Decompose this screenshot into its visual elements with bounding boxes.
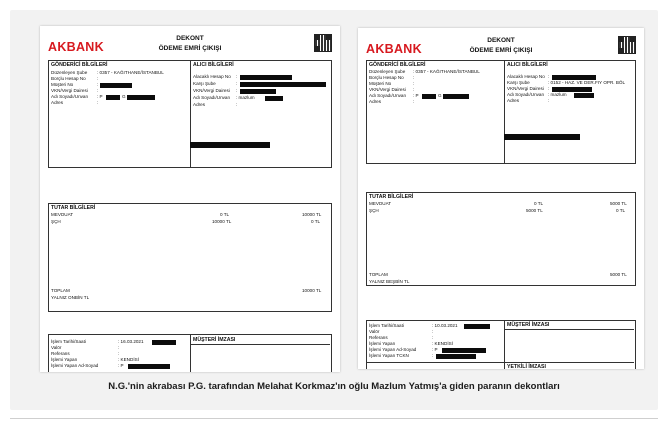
sender-label: Borçlu Hesap No xyxy=(369,75,404,80)
signature-underline xyxy=(190,344,330,345)
receiver-label: Adı Soyadı/Unvan xyxy=(193,95,231,100)
sender-name-suffix: G xyxy=(122,94,126,99)
footer-value: : KENDİSİ xyxy=(432,341,453,346)
redaction-bar xyxy=(422,94,436,99)
footer-label: İşlemi Yapan TCKN xyxy=(369,353,409,358)
receipt-subtitle: ÖDEME EMRİ ÇIKIŞI xyxy=(469,47,533,54)
footer-label: Valör xyxy=(369,329,380,334)
footer-label: Valör xyxy=(51,345,62,350)
footer-value: : xyxy=(118,345,120,350)
sender-value: : xyxy=(97,82,99,87)
receiver-heading: ALICI BİLGİLERİ xyxy=(507,62,548,68)
amount-row-mid: 5000 TL xyxy=(526,208,543,213)
receiver-value: : xyxy=(236,88,238,93)
redaction-bar xyxy=(128,364,170,369)
section-divider xyxy=(366,362,634,363)
authorized-signature-label: YETKİLİ İMZASI xyxy=(507,364,546,369)
amount-in-words: YALNIZ ONBİN TL xyxy=(51,295,90,300)
footer-value: : xyxy=(432,335,434,340)
sender-name-suffix: G xyxy=(438,93,442,98)
receiver-label: Adres xyxy=(193,102,206,107)
footer-value: : 16.03.2021 xyxy=(118,339,144,344)
amount-row-right: 0 TL xyxy=(616,208,626,213)
receiver-value: : xyxy=(548,74,550,79)
redaction-bar xyxy=(464,324,490,329)
bank-logo: AKBANK xyxy=(366,42,422,56)
image-caption: N.G.'nin akrabası P.G. tarafından Melahat Korkmaz'ın oğlu Mazlum Yatmış'a giden paranın dekontları xyxy=(108,381,560,392)
amount-row-right: 0 TL xyxy=(311,219,321,224)
amount-row-mid: 0 TL xyxy=(534,201,544,206)
amount-row-right: 10000 TL xyxy=(302,212,322,217)
sender-label: Adres xyxy=(369,99,382,104)
signature-underline xyxy=(504,329,634,330)
receiver-value: : xyxy=(548,86,550,91)
receiver-label: Karşı Şube xyxy=(193,81,216,86)
receipt-title: DEKONT xyxy=(176,35,204,42)
sender-value: : xyxy=(413,87,415,92)
receipt-header xyxy=(48,32,332,58)
column-divider xyxy=(190,334,191,372)
sender-label: Borçlu Hesap No xyxy=(51,76,86,81)
receipt-document-1 xyxy=(40,26,340,372)
redaction-bar xyxy=(240,89,276,94)
footer-value: : P xyxy=(432,347,438,352)
redaction-bar xyxy=(240,75,292,80)
sender-value: : xyxy=(97,76,99,81)
redaction-bar xyxy=(443,94,469,99)
amount-row-right: 5000 TL xyxy=(610,201,627,206)
receipt-header xyxy=(366,34,636,60)
sender-value: : 0357 - KAĞITHANE/İSTANBUL xyxy=(413,69,480,74)
sender-label: Adı Soyadı/Unvan xyxy=(51,94,89,99)
amount-row-label: ŞÇH xyxy=(51,219,61,224)
footer-label: İşlem Tarihi/Saati xyxy=(369,323,404,328)
receiver-label: Alacaklı Hesap No xyxy=(507,74,545,79)
redaction-bar xyxy=(436,354,476,359)
footer-value: : xyxy=(432,329,434,334)
sender-value: : xyxy=(97,88,99,93)
sender-label: VKN/Vergi Dairesi xyxy=(369,87,406,92)
footer-label: Referans xyxy=(369,335,388,340)
amount-info-box xyxy=(48,203,332,312)
footer-value: : KENDİSİ xyxy=(118,357,139,362)
footer-value: : xyxy=(432,353,434,358)
qr-code-icon xyxy=(314,34,332,52)
column-divider xyxy=(504,60,505,163)
footer-label: İşlemi Yapan Ad-Soyad xyxy=(51,363,99,368)
column-divider xyxy=(190,60,191,167)
redaction-bar xyxy=(442,348,486,353)
footer-label: İşlemi Yapan xyxy=(369,341,396,346)
amount-row-mid: 10000 TL xyxy=(212,219,232,224)
footer-label: İşlemi Yapan Ad-Soyad xyxy=(369,347,417,352)
receiver-label: Adres xyxy=(507,98,520,103)
bank-logo: AKBANK xyxy=(48,40,104,54)
receiver-value: : 0152 - HAZ. VE DER.FIY OPR. BÖL xyxy=(548,80,626,85)
amount-row-label: ŞÇH xyxy=(369,208,379,213)
customer-signature-label: MÜŞTERİ İMZASI xyxy=(193,337,236,343)
receipt-subtitle: ÖDEME EMRİ ÇIKIŞI xyxy=(158,45,222,52)
footer-label: İşlem Tarihi/Saati xyxy=(51,339,86,344)
footer-value: : P xyxy=(118,363,124,368)
sender-label: VKN/Vergi Dairesi xyxy=(51,88,88,93)
sender-value: : xyxy=(413,99,415,104)
sender-label: Müşteri No xyxy=(51,82,74,87)
total-value: 5000 TL xyxy=(610,272,627,277)
footer-label: İşlemi Yapan xyxy=(51,357,78,362)
receiver-label: VKN/Vergi Dairesi xyxy=(507,86,544,91)
receipt-title: DEKONT xyxy=(487,37,515,44)
amount-row-mid: 0 TL xyxy=(220,212,230,217)
sender-label: Müşteri No xyxy=(369,81,392,86)
qr-code-icon xyxy=(618,36,636,54)
receiver-value: : xyxy=(236,102,238,107)
redaction-bar xyxy=(265,96,283,101)
redaction-bar xyxy=(152,340,176,345)
sender-value: : xyxy=(97,100,99,105)
sender-value: : xyxy=(413,81,415,86)
sender-label: Adres xyxy=(51,100,64,105)
redaction-bar xyxy=(190,142,270,148)
receiver-label: VKN/Vergi Dairesi xyxy=(193,88,230,93)
redaction-bar xyxy=(574,93,594,98)
sender-value: : xyxy=(413,75,415,80)
redaction-bar xyxy=(100,83,132,88)
footer-label: Referans xyxy=(51,351,70,356)
amount-in-words: YALNIZ BEŞBİN TL xyxy=(369,279,410,284)
receiver-value: : xyxy=(236,81,238,86)
divider xyxy=(10,418,658,419)
amount-row-label: MEVDUAT xyxy=(369,201,392,206)
total-label: TOPLAM xyxy=(51,288,70,293)
receiver-label: Alacaklı Hesap No xyxy=(193,74,231,79)
redaction-bar xyxy=(504,134,580,140)
footer-value: : xyxy=(118,351,120,356)
redaction-bar xyxy=(240,82,326,87)
footer-value: : 10.03.2021 xyxy=(432,323,458,328)
amount-heading: TUTAR BİLGİLERİ xyxy=(369,194,414,200)
sender-value: : P xyxy=(413,93,419,98)
redaction-bar xyxy=(127,95,155,100)
sender-heading: GÖNDERİCİ BİLGİLERİ xyxy=(51,62,108,68)
amount-heading: TUTAR BİLGİLERİ xyxy=(51,205,96,211)
customer-signature-label: MÜŞTERİ İMZASI xyxy=(507,322,550,328)
receiver-value: : xyxy=(236,74,238,79)
receipt-document-2 xyxy=(358,28,644,369)
sender-label: Adı Soyadı/Unvan xyxy=(369,93,407,98)
receiver-value: : mazlum xyxy=(236,95,255,100)
receiver-label: Karşı Şube xyxy=(507,80,530,85)
receiver-value: : mazlum xyxy=(548,92,567,97)
sender-label: Düzenleyen Şube xyxy=(369,69,406,74)
sender-heading: GÖNDERİCİ BİLGİLERİ xyxy=(369,62,426,68)
total-label: TOPLAM xyxy=(369,272,388,277)
sender-label: Düzenleyen Şube xyxy=(51,70,88,75)
amount-info-box xyxy=(366,192,636,286)
amount-row-label: MEVDUAT xyxy=(51,212,74,217)
receiver-label: Adı Soyadı/Unvan xyxy=(507,92,545,97)
sender-value: : 0357 - KAĞITHANE/İSTANBUL xyxy=(97,70,164,75)
total-value: 10000 TL xyxy=(302,288,322,293)
redaction-bar xyxy=(106,95,120,100)
receiver-heading: ALICI BİLGİLERİ xyxy=(193,62,234,68)
sender-value: : P xyxy=(97,94,103,99)
receiver-value: : xyxy=(548,98,550,103)
